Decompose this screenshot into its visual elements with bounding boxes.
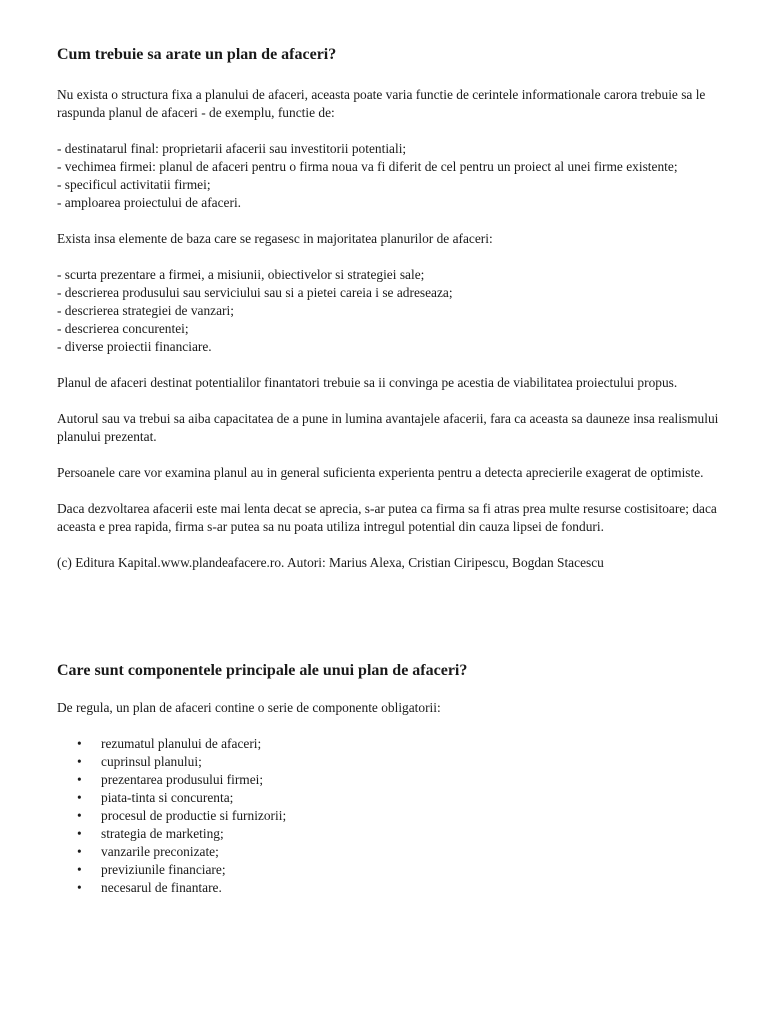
list-item: • piata-tinta si concurenta;	[57, 789, 721, 807]
dash-list-item: - descrierea strategiei de vanzari;	[57, 303, 234, 318]
dash-list-item: - specificul activitatii firmei;	[57, 177, 211, 192]
document-content	[57, 44, 721, 897]
list-item: • necesarul de finantare.	[57, 879, 721, 897]
section1-title: Cum trebuie sa arate un plan de afaceri?	[57, 46, 337, 63]
list-item: • rezumatul planului de afaceri;	[57, 735, 721, 753]
dash-list-item: - descrierea concurentei;	[57, 321, 189, 336]
list-item: • prezentarea produsului firmei;	[57, 771, 721, 789]
dash-list-item: - amploarea proiectului de afaceri.	[57, 195, 242, 210]
section2-intro: De regula, un plan de afaceri contine o serie de componente obligatorii:	[57, 700, 441, 715]
list-item: • strategia de marketing;	[57, 825, 721, 843]
paragraph-development: Daca dezvoltarea afacerii este mai lenta decat se aprecia, s-ar putea ca firma sa fi atras prea multe resurse costisitoare; daca aceasta e prea rapida, firma s-ar putea sa nu poata utiliza intregul potential din cauza lipsei de fonduri.	[57, 501, 717, 534]
components-list	[57, 735, 721, 897]
paragraph-financiers: Planul de afaceri destinat potentialilor finantatori trebuie sa ii convinga pe acestia de viabilitatea proiectului propus.	[57, 375, 678, 390]
elements-intro: Exista insa elemente de baza care se regasesc in majoritatea planurilor de afaceri:	[57, 231, 493, 246]
dash-list-item: - descrierea produsului sau serviciului sau si a pietei careia i se adreseaza;	[57, 285, 453, 300]
dash-list-item: - destinatarul final: proprietarii afacerii sau investitorii potentiali;	[57, 141, 407, 156]
paragraph-examiners: Persoanele care vor examina planul au in general suficienta experienta pentru a detecta aprecierile exagerat de optimiste.	[57, 465, 704, 480]
dash-list-item: - scurta prezentare a firmei, a misiunii, obiectivelor si strategiei sale;	[57, 267, 425, 282]
dash-list-item: - vechimea firmei: planul de afaceri pentru o firma noua va fi diferit de cel pentru un proiect al unei firme existente;	[57, 159, 678, 174]
section2-title: Care sunt componentele principale ale unui plan de afaceri?	[57, 662, 468, 679]
dash-list-1	[57, 140, 721, 212]
paragraph-author: Autorul sau va trebui sa aiba capacitatea de a pune in lumina avantajele afacerii, fara ca aceasta sa dauneze insa realismului planului prezentat.	[57, 411, 719, 444]
list-item: • cuprinsul planului;	[57, 753, 721, 771]
dash-list-item: - diverse proiectii financiare.	[57, 339, 212, 354]
list-item: • procesul de productie si furnizorii;	[57, 807, 721, 825]
credit-line: (c) Editura Kapital.www.plandeafacere.ro. Autori: Marius Alexa, Cristian Ciripescu, Bogdan Stacescu	[57, 555, 604, 570]
list-item: • vanzarile preconizate;	[57, 843, 721, 861]
dash-list-2	[57, 266, 721, 356]
section1-intro: Nu exista o structura fixa a planului de afaceri, aceasta poate varia functie de cerintele informationale carora trebuie sa le raspunda planul de afaceri - de exemplu, functie de:	[57, 87, 706, 120]
list-item: • previziunile financiare;	[57, 861, 721, 879]
